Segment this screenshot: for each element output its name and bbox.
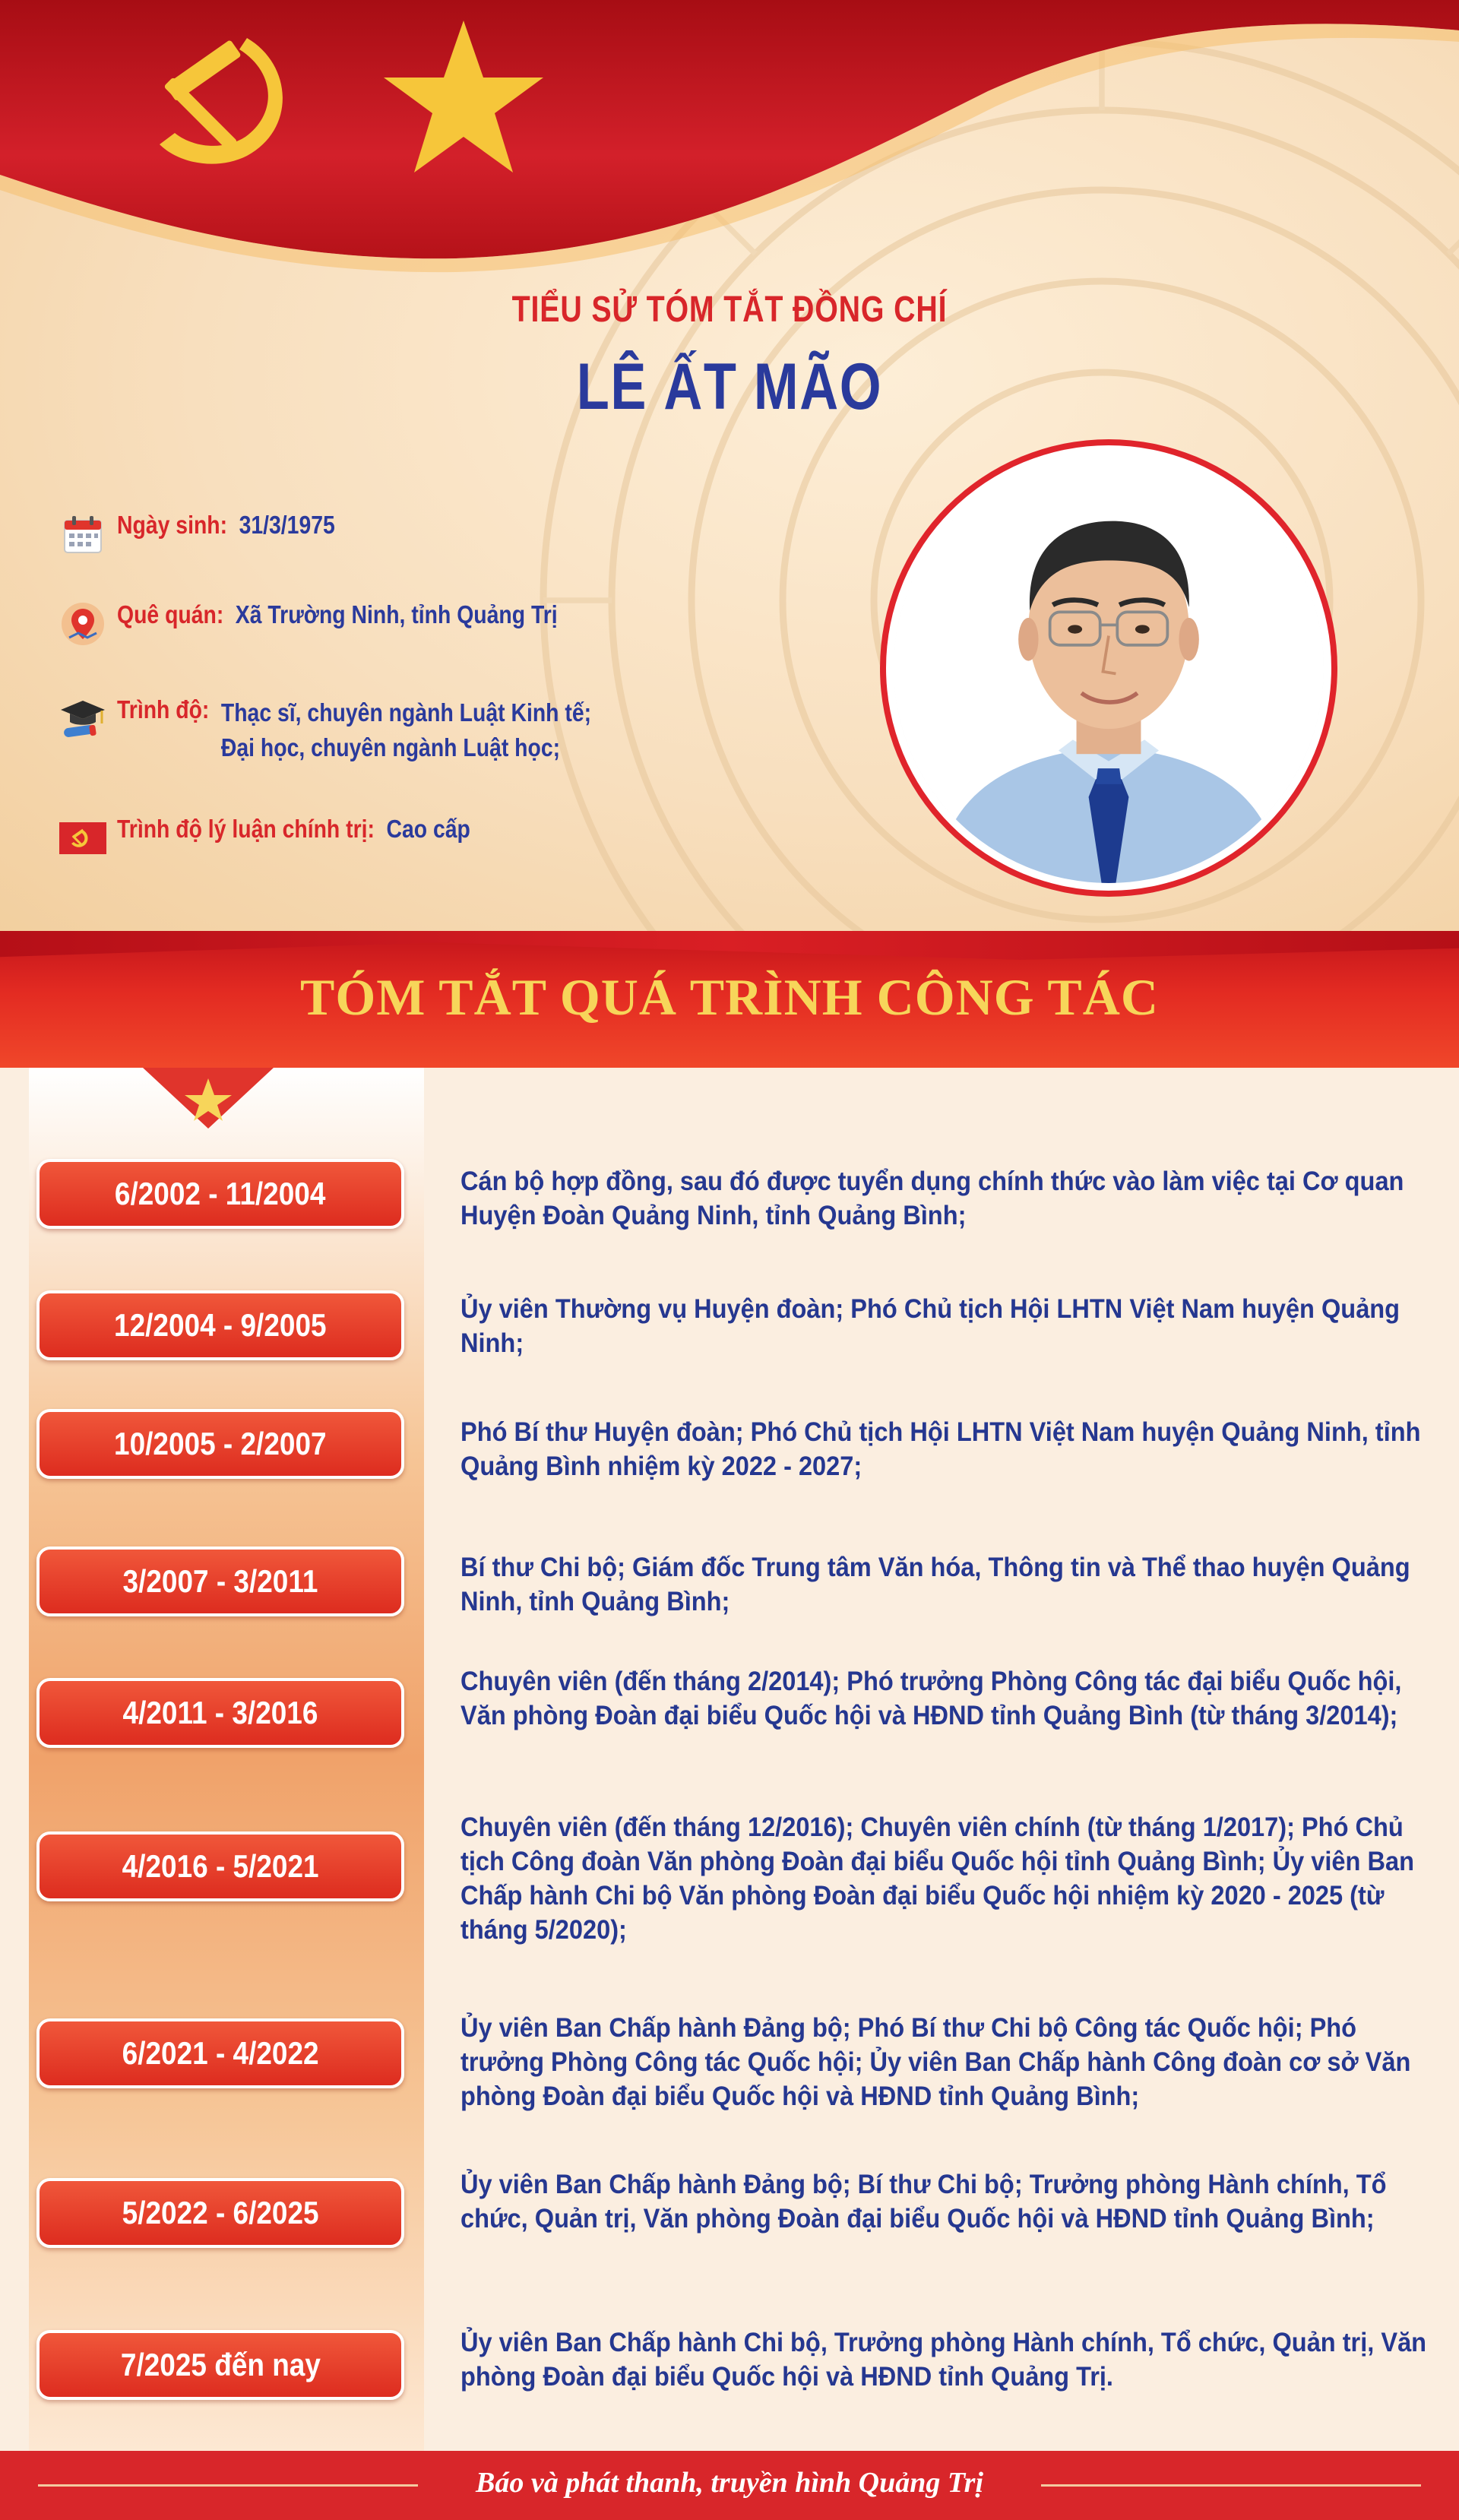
portrait-photo — [894, 453, 1324, 883]
hometown-value: Xã Trường Ninh, tỉnh Quảng Trị — [235, 600, 558, 628]
timeline-period-7: 6/2021 - 4/2022 — [36, 2018, 404, 2088]
birth-label: Ngày sinh: — [117, 511, 228, 539]
timeline-period-9: 7/2025 đến nay — [36, 2330, 404, 2400]
timeline-text-3: Phó Bí thư Huyện đoàn; Phó Chủ tịch Hội LHTN Việt Nam huyện Quảng Ninh, tỉnh Quảng Bình nhiệm kỳ 2022 - 2027; — [460, 1417, 1421, 1481]
birth-row — [59, 511, 371, 558]
section-banner — [0, 931, 1459, 1068]
person-name: LÊ ẤT MÃO — [576, 350, 883, 423]
portrait-frame — [880, 439, 1337, 897]
politics-value: Cao cấp — [386, 815, 470, 843]
timeline-text-6: Chuyên viên (đến tháng 12/2016); Chuyên viên chính (từ tháng 1/2017); Phó Chủ tịch Công đoàn Văn phòng Đoàn đại biểu Quốc hội tỉnh Quảng Bình; Ủy viên Ban Chấp hành Chi bộ Văn phòng Đoàn đại biểu Quốc hội nhiệm kỳ 2020 - 2025 (từ tháng 5/2020); — [460, 1812, 1414, 1945]
timeline-text-5: Chuyên viên (đến tháng 2/2014); Phó trưởng Phòng Công tác đại biểu Quốc hội, Văn phòng Đoàn đại biểu Quốc hội và HĐND tỉnh Quảng Bình (từ tháng 3/2014); — [460, 1667, 1402, 1730]
timeline-text-2: Ủy viên Thường vụ Huyện đoàn; Phó Chủ tịch Hội LHTN Việt Nam huyện Quảng Ninh; — [460, 1294, 1400, 1358]
education-label: Trình độ: — [117, 695, 210, 723]
timeline-text-7: Ủy viên Ban Chấp hành Đảng bộ; Phó Bí thư Chi bộ Công tác Quốc hội; Phó trưởng Phòng Công tác Quốc hội; Ủy viên Ban Chấp hành Công đoàn cơ sở Văn phòng Đoàn đại biểu Quốc hội và HĐND tỉnh Quảng Bình; — [460, 2013, 1411, 2111]
timeline-text-1: Cán bộ hợp đồng, sau đó được tuyển dụng chính thức vào làm việc tại Cơ quan Huyện Đoàn Quảng Ninh, tỉnh Quảng Bình; — [460, 1167, 1404, 1230]
timeline-text-4: Bí thư Chi bộ; Giám đốc Trung tâm Văn hóa, Thông tin và Thể thao huyện Quảng Ninh, tỉnh Quảng Bình; — [460, 1553, 1410, 1616]
timeline-text-8: Ủy viên Ban Chấp hành Đảng bộ; Bí thư Chi bộ; Trưởng phòng Hành chính, Tổ chức, Quản trị, Văn phòng Đoàn đại biểu Quốc hội và HĐND tỉnh Quảng Bình; — [460, 2170, 1387, 2233]
footer-credit: Báo và phát thanh, truyền hình Quảng Trị — [475, 2467, 984, 2499]
party-flag-icon — [59, 815, 106, 862]
education-values — [221, 695, 591, 765]
star-icon — [380, 17, 547, 176]
calendar-icon — [59, 511, 106, 558]
timeline-period-5: 4/2011 - 3/2016 — [36, 1678, 404, 1748]
header-area — [0, 0, 1459, 935]
timeline-period-3: 10/2005 - 2/2007 — [36, 1409, 404, 1479]
timeline-notch — [143, 1068, 274, 1129]
timeline-period-8: 5/2022 - 6/2025 — [36, 2178, 404, 2248]
education-value-1: Thạc sĩ, chuyên ngành Luật Kinh tế; — [220, 698, 592, 727]
hammer-sickle-icon — [133, 23, 308, 175]
timeline-text-9: Ủy viên Ban Chấp hành Chi bộ, Trưởng phòng Hành chính, Tổ chức, Quản trị, Văn phòng Đoàn đại biểu Quốc hội và HĐND tỉnh Quảng Trị. — [460, 2328, 1427, 2392]
timeline-period-6: 4/2016 - 5/2021 — [36, 1831, 404, 1901]
page-subtitle: TIỂU SỬ TÓM TẮT ĐỒNG CHÍ — [511, 290, 948, 330]
education-value-2: Đại học, chuyên ngành Luật học; — [220, 733, 561, 761]
location-pin-icon — [59, 600, 106, 647]
birth-value: 31/3/1975 — [239, 511, 335, 539]
graduation-cap-icon — [59, 695, 106, 742]
hometown-row — [59, 600, 629, 647]
politics-row — [59, 815, 528, 862]
hometown-label: Quê quán: — [117, 600, 224, 628]
section-title: TÓM TẮT QUÁ TRÌNH CÔNG TÁC — [300, 968, 1159, 1026]
education-row — [59, 695, 669, 765]
timeline-period-1: 6/2002 - 11/2004 — [36, 1159, 404, 1229]
footer — [0, 2451, 1459, 2520]
timeline-period-2: 12/2004 - 9/2005 — [36, 1290, 404, 1360]
politics-label: Trình độ lý luận chính trị: — [117, 815, 375, 843]
timeline-period-4: 3/2007 - 3/2011 — [36, 1547, 404, 1616]
